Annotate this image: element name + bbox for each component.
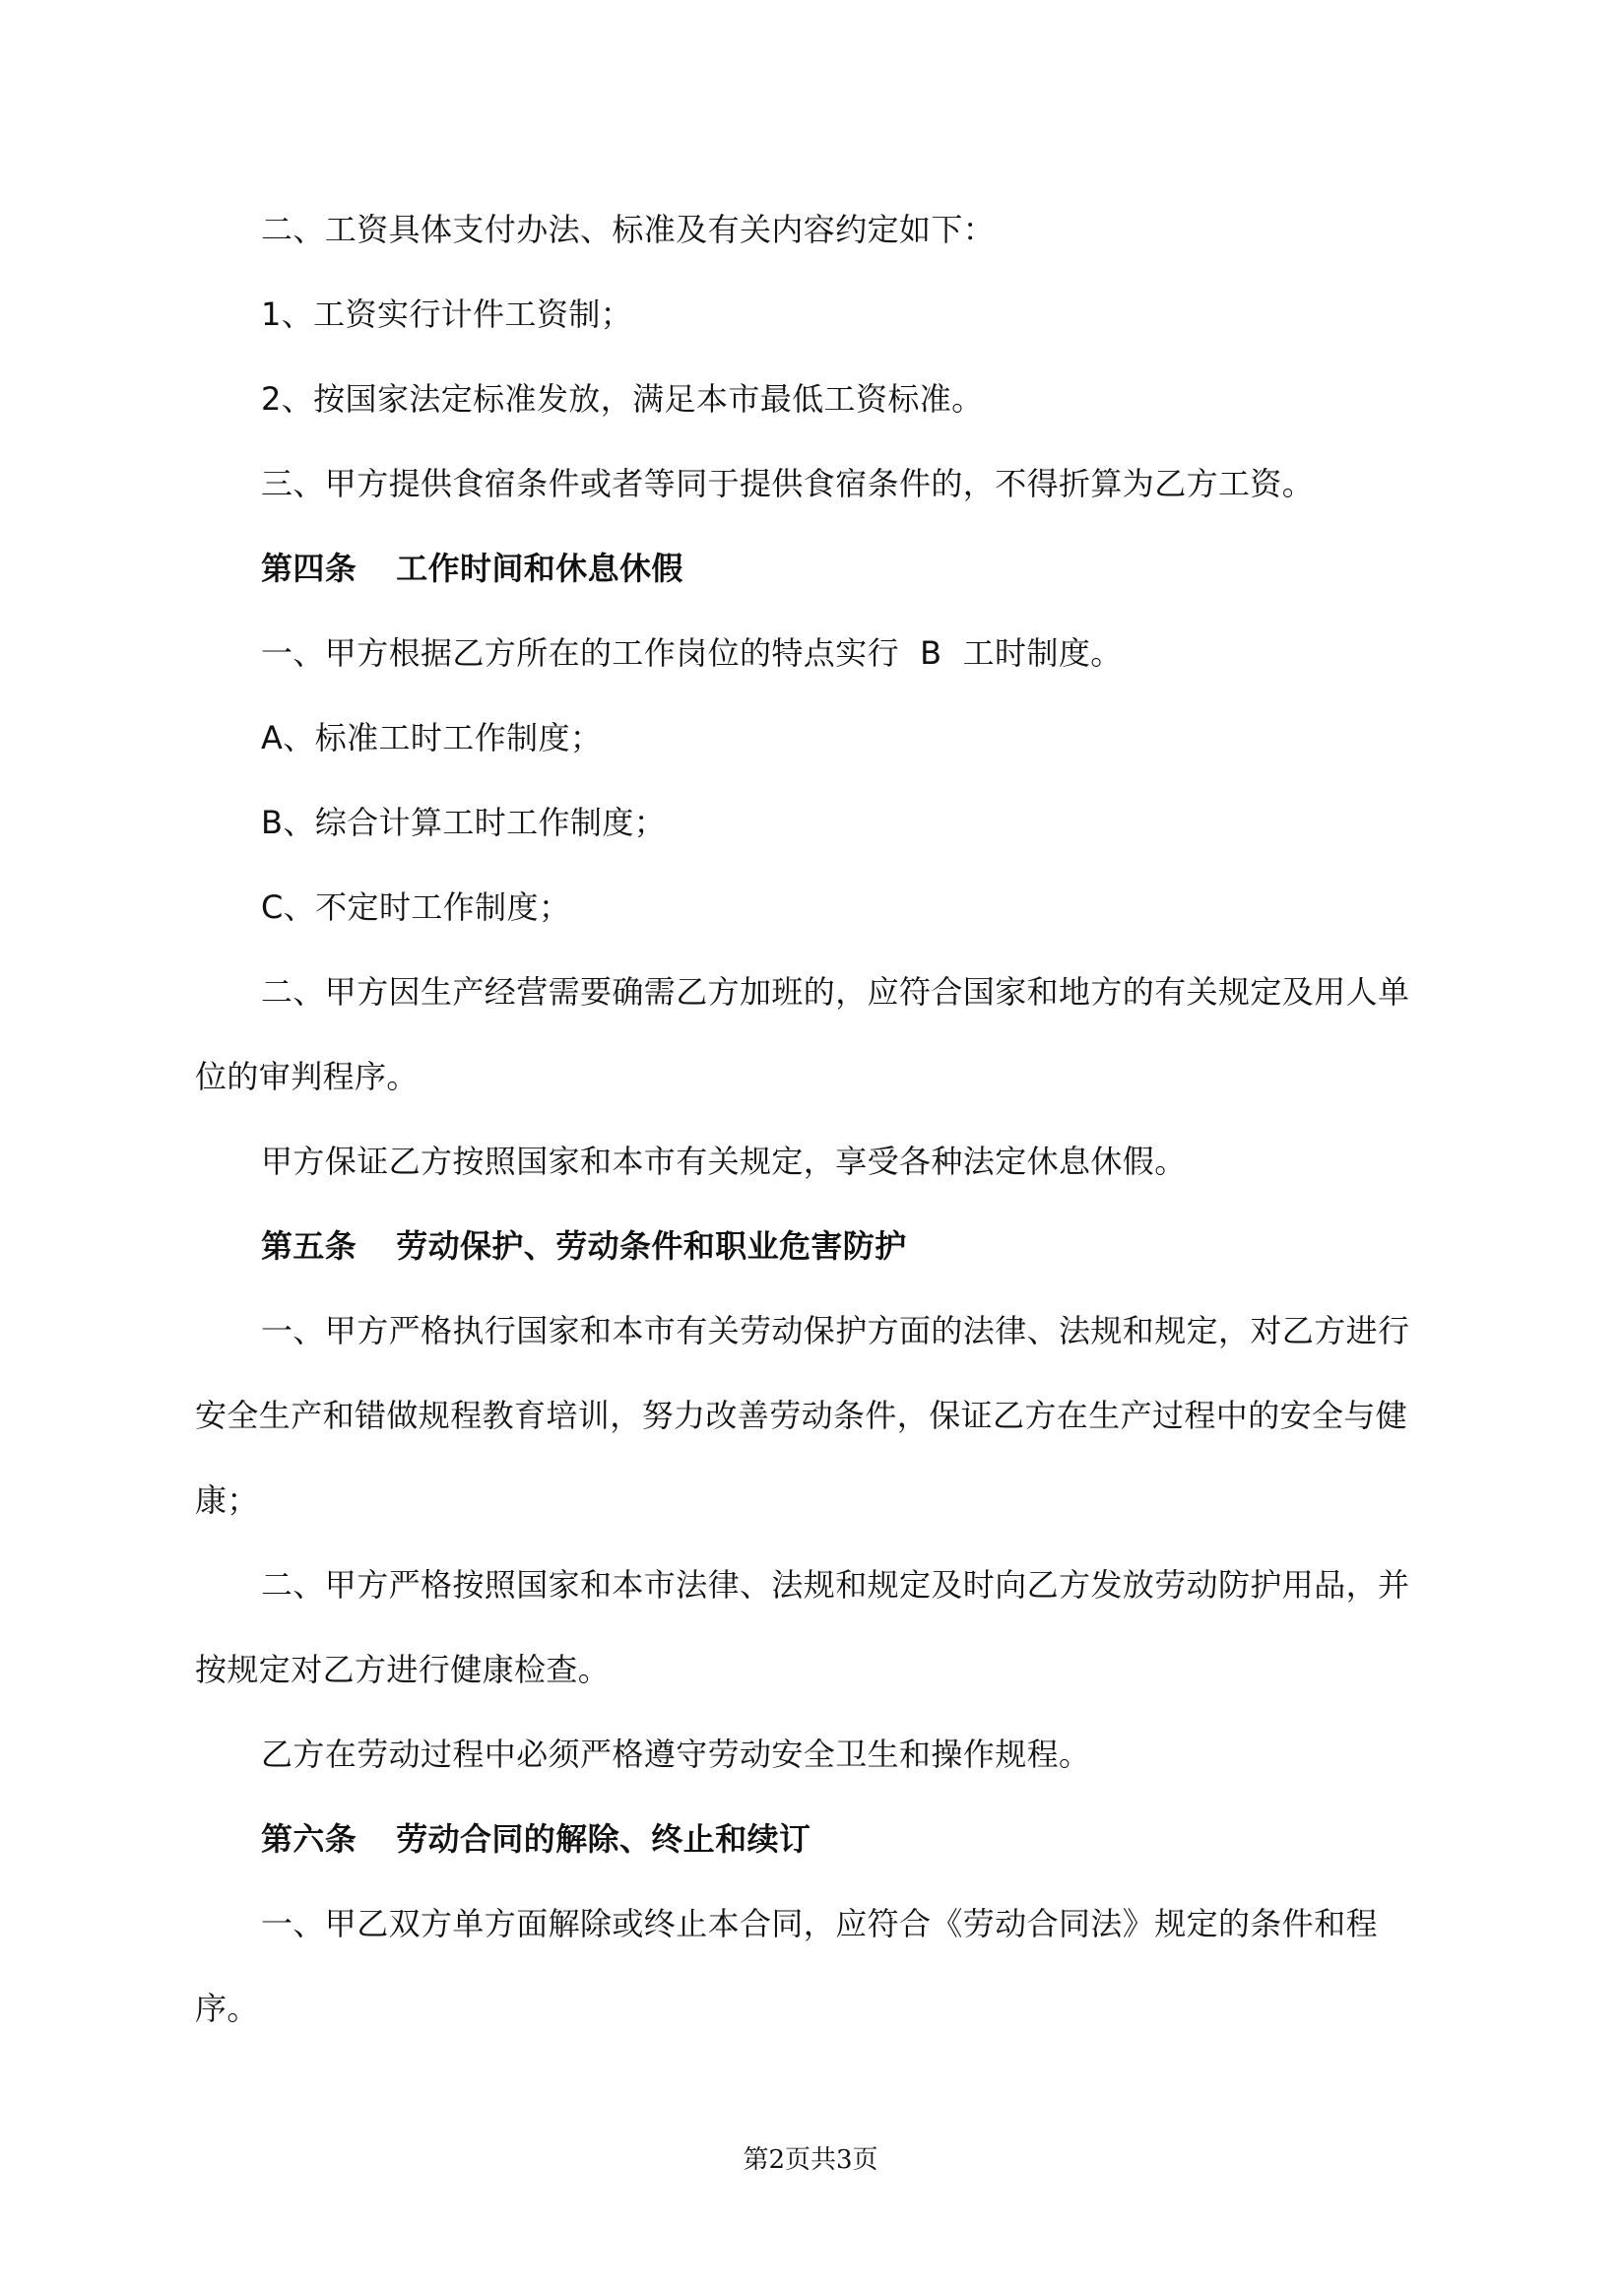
paragraph-option-a: A、标准工时工作制度； xyxy=(261,719,603,756)
article-number: 第四条 xyxy=(261,550,357,587)
paragraph-protective-equipment: 二、甲方严格按照国家和本市法律、法规和规定及时向乙方发放劳动防护用品，并按规定对乙方进行健康检查。 xyxy=(195,1566,1410,1688)
article-number: 第五条 xyxy=(261,1227,357,1265)
page-number-footer: 第2页共3页 xyxy=(743,2145,878,2175)
article-heading-5 xyxy=(195,1204,1436,1288)
article-number: 第六条 xyxy=(261,1820,357,1858)
article-title: 工作时间和休息休假 xyxy=(396,550,683,587)
paragraph-safety-compliance: 乙方在劳动过程中必须严格遵守劳动安全卫生和操作规程。 xyxy=(261,1736,1091,1773)
article-title: 劳动保护、劳动条件和职业危害防护 xyxy=(396,1227,907,1265)
paragraph-piece-rate: 1、工资实行计件工资制； xyxy=(261,295,633,333)
paragraph-labor-protection: 一、甲方严格执行国家和本市有关劳动保护方面的法律、法规和规定，对乙方进行安全生产和错做规程教育培训，努力改善劳动条件，保证乙方在生产过程中的安全与健康； xyxy=(195,1312,1410,1519)
paragraph-working-hours-system: 一、甲方根据乙方所在的工作岗位的特点实行 B 工时制度。 xyxy=(261,634,1123,672)
article-heading-4 xyxy=(195,526,1436,611)
paragraph-statutory-holidays: 甲方保证乙方按照国家和本市有关规定，享受各种法定休息休假。 xyxy=(261,1143,1187,1180)
paragraph-minimum-wage: 2、按国家法定标准发放，满足本市最低工资标准。 xyxy=(261,380,984,418)
paragraph-overtime: 二、甲方因生产经营需要确需乙方加班的，应符合国家和地方的有关规定及用人单位的审判程序。 xyxy=(195,973,1410,1095)
paragraph-wage-payment-intro: 二、工资具体支付办法、标准及有关内容约定如下： xyxy=(261,211,996,248)
paragraph-board-lodging: 三、甲方提供食宿条件或者等同于提供食宿条件的，不得折算为乙方工资。 xyxy=(261,465,1315,502)
paragraph-contract-termination: 一、甲乙双方单方面解除或终止本合同，应符合《劳动合同法》规定的条件和程序。 xyxy=(195,1905,1379,2027)
paragraph-option-c: C、不定时工作制度； xyxy=(261,888,571,926)
paragraph-option-b: B、综合计算工时工作制度； xyxy=(261,804,667,841)
document-body xyxy=(195,187,1436,2051)
article-title: 劳动合同的解除、终止和续订 xyxy=(396,1820,811,1858)
article-heading-6 xyxy=(195,1797,1436,1881)
